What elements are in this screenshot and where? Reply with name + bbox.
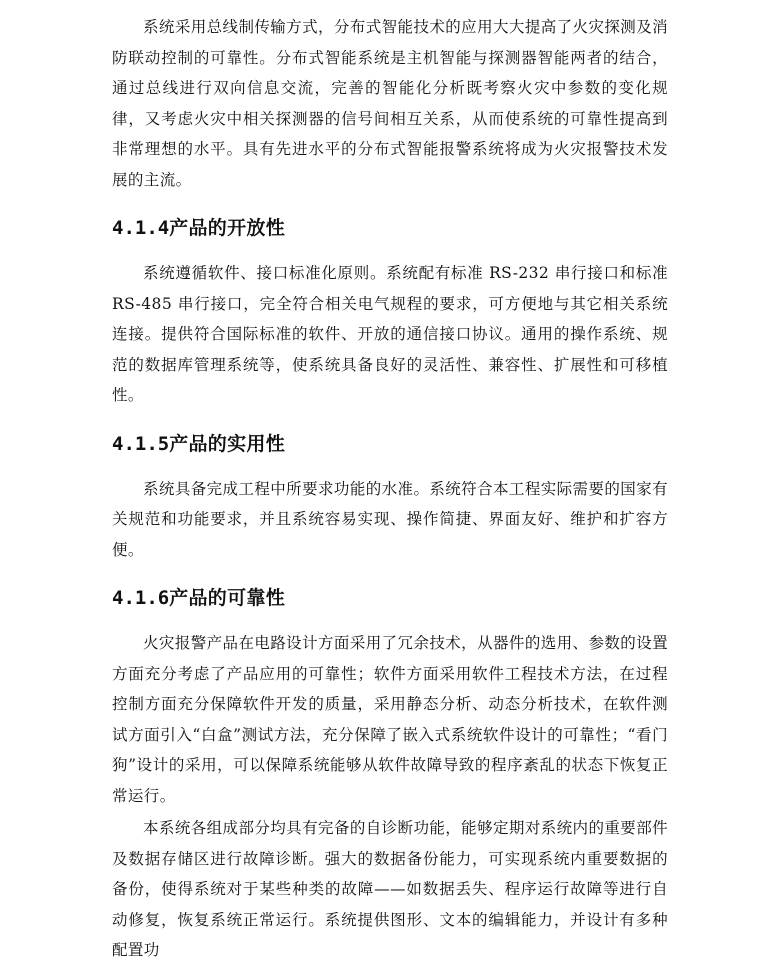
section-paragraph: 系统具备完成工程中所要求功能的水准。系统符合本工程实际需要的国家有关规范和功能要求，并且系统容易实现、操作简捷、界面友好、维护和扩容方便。	[112, 479, 668, 559]
section-heading-4-1-4	[112, 215, 668, 241]
section-title: 产品的开放性	[169, 217, 286, 239]
section-heading-4-1-6	[112, 585, 668, 611]
document-body	[112, 12, 668, 966]
section-number: 4.1.6	[112, 587, 170, 609]
section-number: 4.1.4	[112, 217, 170, 239]
section-paragraph: 本系统各组成部分均具有完备的自诊断功能，能够定期对系统内的重要部件及数据存储区进行故障诊断。强大的数据备份能力，可实现系统内重要数据的备份，使得系统对于某些种类的故障——如数据丢失、程序运行故障等进行自动修复，恢复系统正常运行。系统提供图形、文本的编辑能力，并设计有多种配置功	[112, 819, 668, 959]
section-paragraph: 火灾报警产品在电路设计方面采用了冗余技术，从器件的选用、参数的设置方面充分考虑了产品应用的可靠性；软件方面采用软件工程技术方法，在过程控制方面充分保障软件开发的质量，采用静态分析、动态分析技术，在软件测试方面引入“白盒”测试方法，充分保障了嵌入式系统软件设计的可靠性；“看门狗”设计的采用，可以保障系统能够从软件故障导致的程序紊乱的状态下恢复正常运行。	[112, 634, 668, 805]
section-number: 4.1.5	[112, 432, 170, 455]
section-title: 产品的可靠性	[169, 587, 286, 609]
section-title: 产品的实用性	[169, 432, 286, 455]
section-paragraph: 系统遵循软件、接口标准化原则。系统配有标准 RS-232 串行接口和标准 RS-485 串行接口，完全符合相关电气规程的要求，可方便地与其它相关系统连接。提供符合国际标准的软件、开放的通信接口协议。通用的操作系统、规范的数据库管理系统等，使系统具备良好的灵活性、兼容性、扩展性和可移植性。	[112, 264, 668, 404]
intro-paragraph: 系统采用总线制传输方式，分布式智能技术的应用大大提高了火灾探测及消防联动控制的可靠性。分布式智能系统是主机智能与探测器智能两者的结合，通过总线进行双向信息交流，完善的智能化分析既考察火灾中参数的变化规律，又考虑火灾中相关探测器的信号间相互关系，从而使系统的可靠性提高到非常理想的水平。具有先进水平的分布式智能报警系统将成为火灾报警技术发展的主流。	[112, 18, 668, 189]
section-heading-4-1-5	[112, 431, 668, 457]
